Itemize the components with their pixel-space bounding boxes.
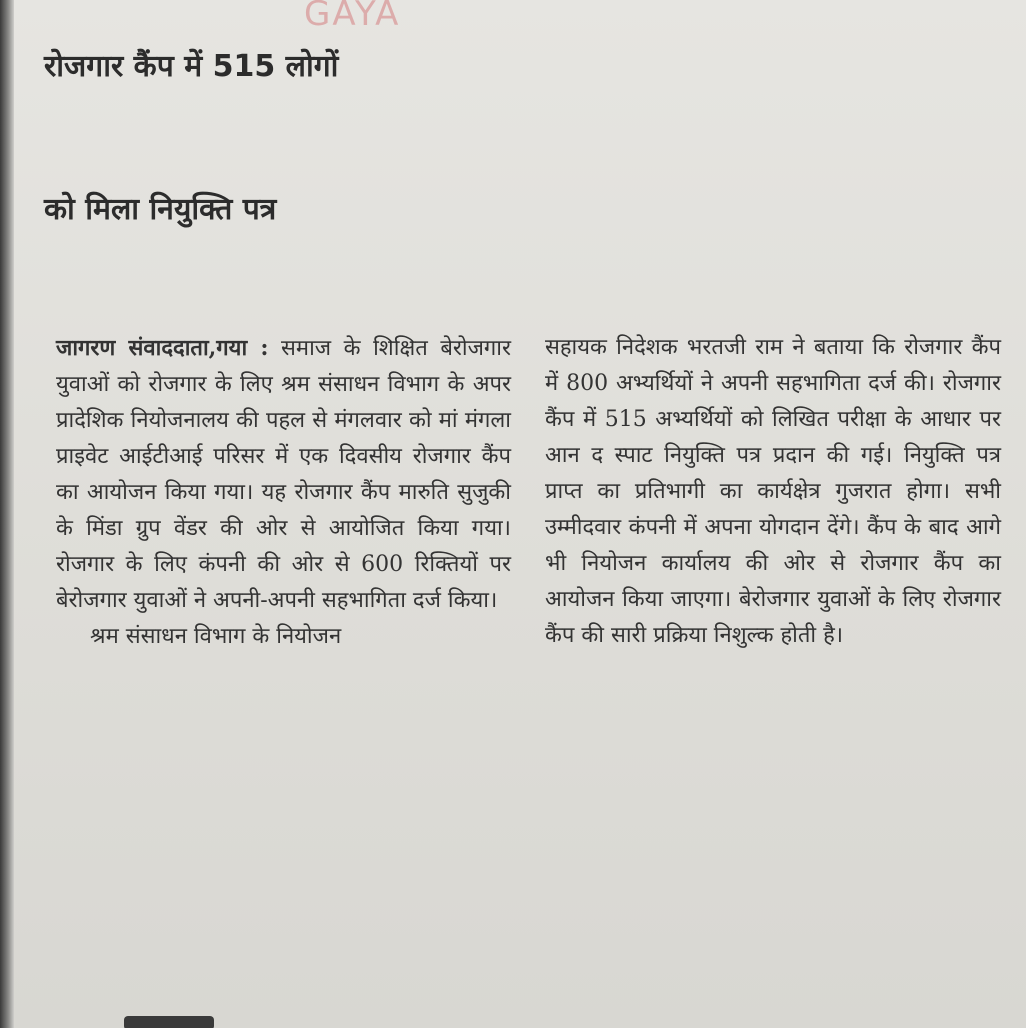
headline-line-2: को मिला नियुक्ति पत्र — [44, 192, 277, 227]
newspaper-clipping — [14, 0, 1026, 1028]
red-stamp-mark: GAYA — [304, 0, 401, 34]
headline-line-1: रोजगार कैंप में 515 लोगों — [44, 49, 339, 84]
article-paragraph: सहायक निदेशक भरतजी राम ने बताया कि रोजगार कैंप में 800 अभ्यर्थियों ने अपनी सहभागिता दर्ज की। रोजगार कैंप में 515 अभ्यर्थियों को लिखित परीक्षा के आधार पर आन द स्पाट नियुक्ति पत्र प्रदान की गई। नियुक्ति पत्र प्राप्त का प्रतिभागी का कार्यक्षेत्र गुजरात होगा। सभी उम्मीदवार कंपनी में अपना योगदान देंगे। कैंप के बाद आगे भी नियोजन कार्यालय की ओर से रोजगार कैंप का आयोजन किया जाएगा। बेरोजगार युवाओं के लिए रोजगार कैंप की सारी प्रक्रिया निशुल्क होती है। — [545, 335, 1001, 648]
article-column-left — [56, 330, 511, 655]
byline: जागरण संवाददाता,गया : — [56, 335, 269, 361]
page-edge-shadow — [0, 0, 14, 1028]
article-text: समाज के शिक्षित बेरोजगार युवाओं को रोजगार के लिए श्रम संसाधन विभाग के अपर प्रादेशिक नियोजनालय की पहल से मंगलवार को मां मंगला प्राइवेट आईटीआई परिसर में एक दिवसीय रोजगार कैंप का आयोजन किया गया। यह रोजगार कैंप मारुति सुजुकी के मिंडा ग्रुप वेंडर की ओर से आयोजित किया गया। रोजगार के लिए कंपनी की ओर से 600 रिक्तियों पर बेरोजगार युवाओं ने अपनी-अपनी सहभागिता दर्ज किया। — [56, 336, 511, 613]
bottom-cut-mark — [124, 1016, 214, 1028]
article-paragraph — [56, 330, 511, 619]
article-column-right — [545, 330, 1001, 654]
article-paragraph: श्रम संसाधन विभाग के नियोजन — [90, 624, 342, 649]
